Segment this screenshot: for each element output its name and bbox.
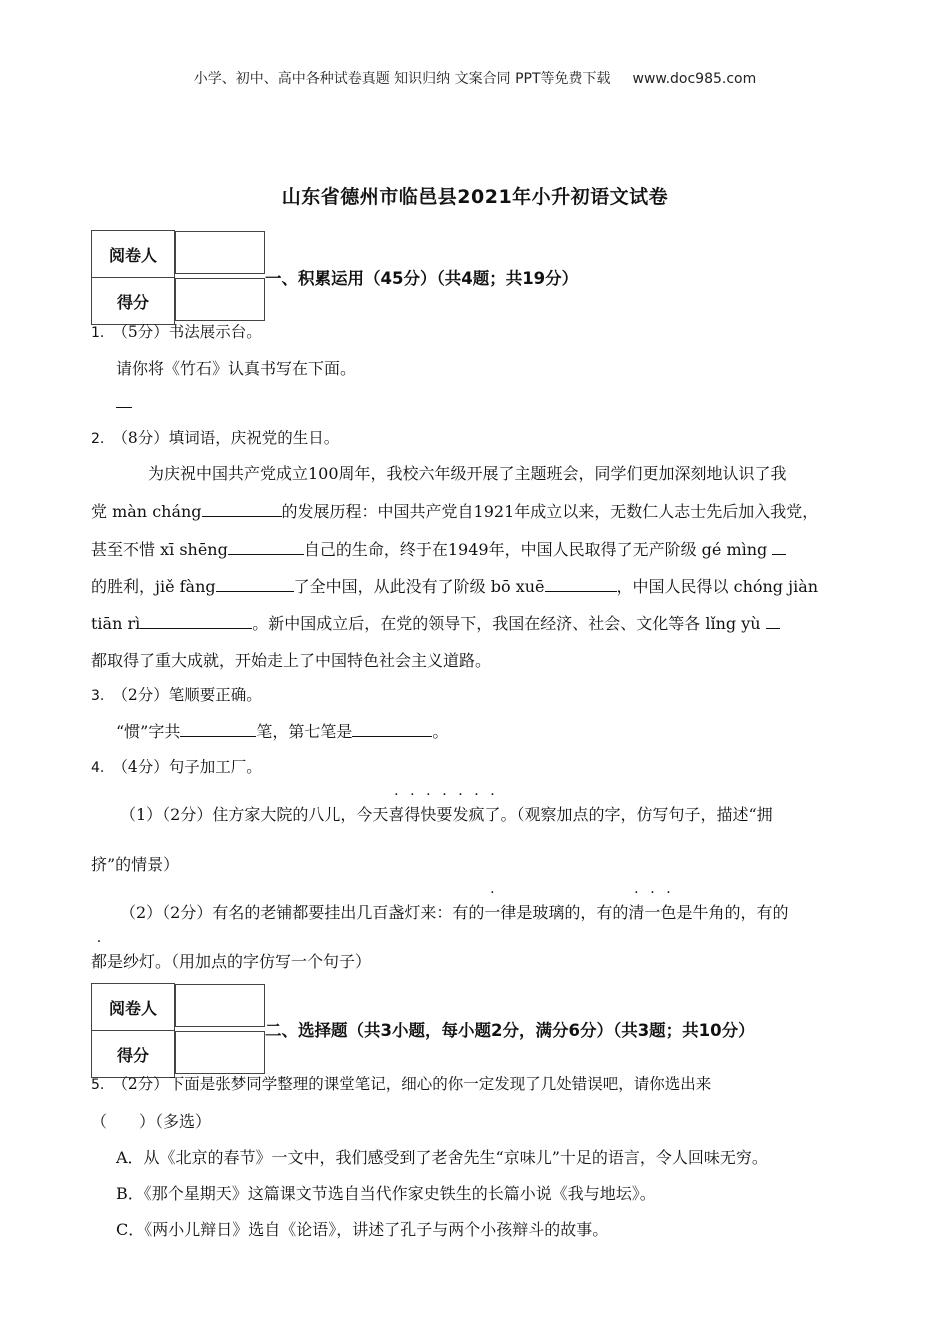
page-header — [0, 68, 950, 88]
dotted-char: 得 — [404, 805, 421, 824]
option-a[interactable]: A．从《北京的春节》一文中，我们感受到了老舍先生“京味儿”十足的语言，令人回味无穷。 — [116, 1148, 768, 1167]
dotted-char: 喜 — [388, 805, 405, 824]
reviewer-label: 阅卷人 — [92, 984, 175, 1031]
score-label: 得分 — [92, 1031, 175, 1078]
dotted-char: 发 — [452, 805, 469, 824]
option-b[interactable]: B．《那个星期天》这篇课文节选自当代作家史铁生的长篇小说《我与地坛》。 — [116, 1184, 656, 1203]
q4-sub-2-cont: 都是纱灯。（用加点的字仿写一个句子） — [91, 949, 371, 972]
answer-blank[interactable] — [545, 577, 617, 592]
score-table-1 — [91, 230, 266, 325]
dotted-char: 了 — [484, 805, 501, 824]
q1-instruction: 请你将《竹石》认真书写在下面。 — [116, 359, 357, 378]
dotted-char: 快 — [420, 805, 437, 824]
q2-line-5: tiān rì 。新中国成立后，在党的领导下，我国在经济、社会、文化等各 lǐng yù — [91, 611, 780, 634]
answer-blank[interactable] — [228, 540, 304, 555]
dotted-char: 一 — [644, 903, 661, 922]
reviewer-label: 阅卷人 — [92, 231, 175, 278]
q4-sub-2: （2）（2分）有名的老铺都要挂出几百盏灯来：有的一律是玻璃的，有的清一色是牛角的，有的 — [120, 900, 788, 923]
option-c[interactable]: C．《两小儿辩日》选自《论语》，讲述了孔子与两个小孩辩斗的故事。 — [116, 1220, 609, 1239]
question-2: 2. （8分）填词语，庆祝党的生日。 — [91, 429, 340, 447]
section1-heading: 一、积累运用（45分）（共4题；共19分） — [265, 269, 579, 288]
q2-line-2: 党 màn cháng 的发展历程：中国共产党自1921年成立以来，无数仁人志士先后加入我党， — [91, 502, 819, 521]
q1-answer-blank[interactable] — [116, 393, 132, 412]
dotted-char: 都 — [91, 952, 108, 971]
q2-line-6: 都取得了重大成就，开始走上了中国特色社会主义道路。 — [91, 651, 492, 670]
score-table-2 — [91, 983, 266, 1078]
question-3: 3. （2分）笔顺要正确。 — [91, 686, 262, 704]
dotted-char: 一 — [484, 903, 501, 922]
q3-line: “惯”字共 笔，第七笔是 。 — [116, 722, 449, 741]
score-cell[interactable] — [175, 278, 265, 321]
dotted-char: 清 — [628, 903, 645, 922]
score-label: 得分 — [92, 278, 175, 325]
dotted-char: 疯 — [468, 805, 485, 824]
q4-sub-1-cont: 挤”的情景） — [91, 855, 180, 874]
answer-blank[interactable] — [772, 540, 786, 555]
answer-blank[interactable] — [140, 614, 252, 629]
dotted-char: 要 — [436, 805, 453, 824]
q2-line-1: 为庆祝中国共产党成立100周年，我校六年级开展了主题班会，同学们更加深刻地认识了我 — [148, 464, 787, 483]
answer-blank[interactable] — [202, 502, 282, 517]
question-5: 5. （2分）下面是张梦同学整理的课堂笔记，细心的你一定发现了几处错误吧，请你选出来 — [91, 1075, 712, 1093]
answer-blank[interactable] — [766, 614, 780, 629]
dotted-char: 色 — [660, 903, 677, 922]
reviewer-cell[interactable] — [175, 231, 265, 274]
reviewer-cell[interactable] — [175, 984, 265, 1027]
question-4: 4. （4分）句子加工厂。 — [91, 758, 262, 776]
q5-answer-paren[interactable]: （ ）（多选） — [91, 1112, 212, 1131]
answer-blank[interactable] — [180, 722, 256, 737]
q2-line-4: 的胜利，jiě fàng 了全中国，从此没有了阶级 bō xuē ，中国人民得以 chóng jiàn — [91, 577, 819, 596]
answer-blank[interactable] — [352, 722, 432, 737]
answer-blank[interactable] — [216, 577, 294, 592]
header-url[interactable]: www.doc985.com — [632, 71, 757, 87]
page-title: 山东省德州市临邑县2021年小升初语文试卷 — [281, 186, 669, 208]
question-1: 1. （5分）书法展示台。 — [91, 323, 262, 341]
section2-heading: 二、选择题（共3小题，每小题2分，满分6分）（共3题；共10分） — [265, 1021, 755, 1040]
score-cell[interactable] — [175, 1031, 265, 1074]
q4-sub-1: （1）（2分）住方家大院的八儿，今天喜得快要发疯了。（观察加点的字，仿写句子，描述“拥 — [120, 802, 773, 825]
q2-line-3: 甚至不惜 xī shēng 自己的生命，终于在1949年，中国人民取得了无产阶级 gé mìng — [91, 537, 786, 560]
header-text: 小学、初中、高中各种试卷真题 知识归纳 文案合同 PPT等免费下载 — [193, 71, 611, 87]
